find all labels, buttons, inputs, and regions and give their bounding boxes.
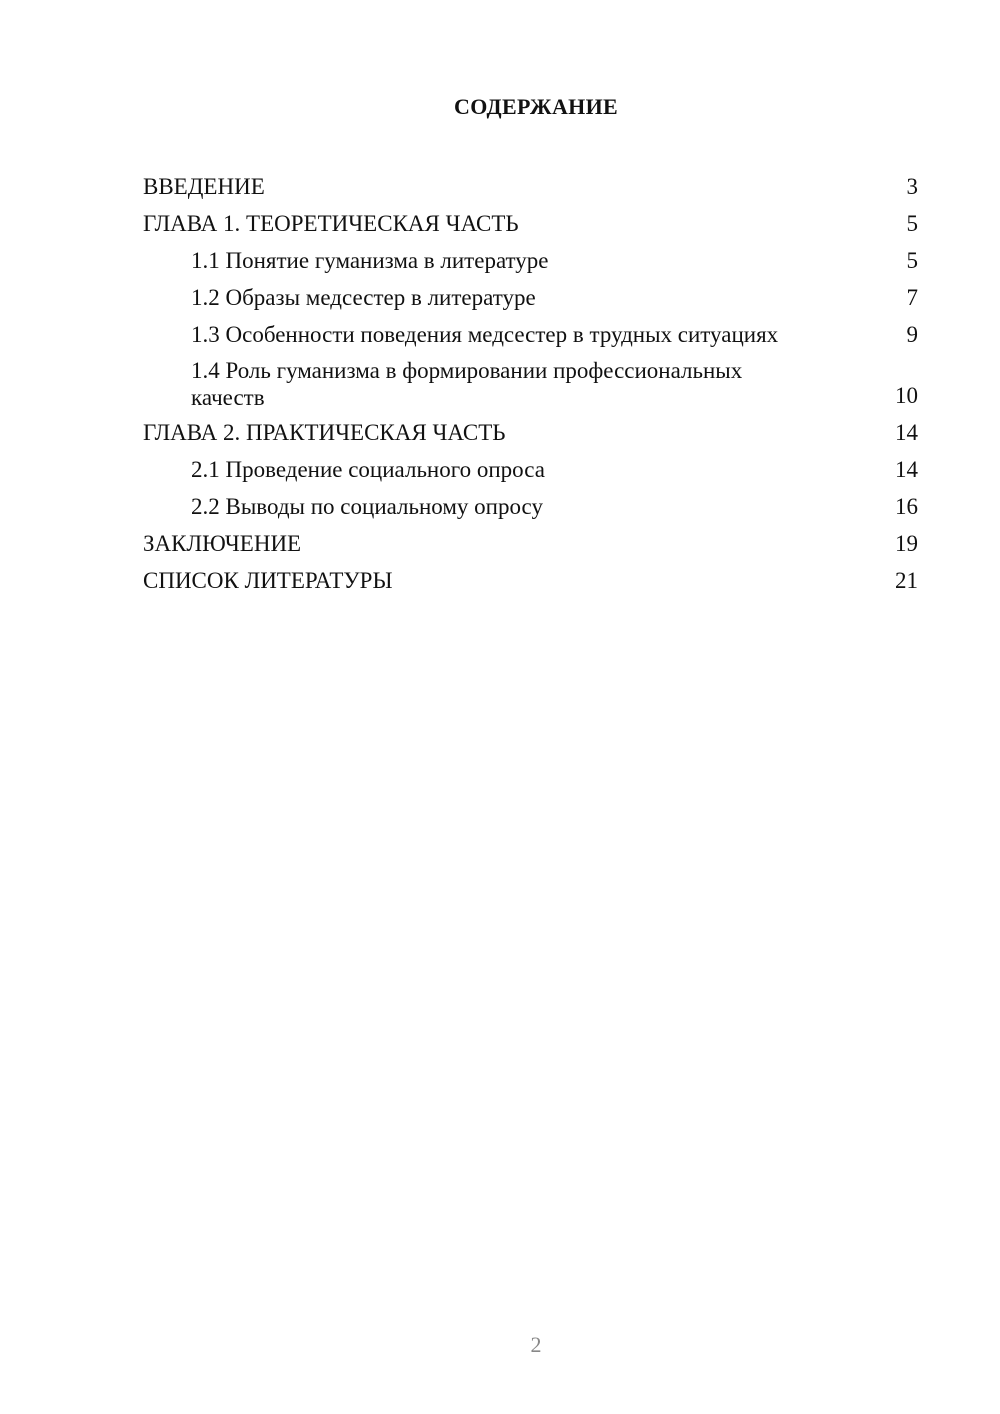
toc-entry-label: 1.4 Роль гуманизма в формировании профессиональных качеств bbox=[191, 358, 743, 410]
toc-entry-page: 10 bbox=[895, 383, 918, 408]
toc-entry-references[interactable] bbox=[143, 562, 918, 599]
page-number: 2 bbox=[530, 1332, 542, 1357]
toc-entry-conclusion[interactable] bbox=[143, 525, 918, 562]
table-of-contents bbox=[143, 168, 918, 599]
toc-entry-label: 1.2 Образы медсестер в литературе bbox=[191, 285, 536, 310]
toc-entry-section-2-2[interactable] bbox=[143, 488, 918, 525]
toc-entry-label: ВВЕДЕНИЕ bbox=[143, 174, 265, 199]
toc-entry-section-1-3[interactable] bbox=[143, 316, 918, 353]
toc-entry-page: 21 bbox=[895, 568, 918, 593]
toc-entry-chapter-1[interactable] bbox=[143, 205, 918, 242]
toc-title: СОДЕРЖАНИЕ bbox=[454, 94, 618, 119]
toc-entry-page: 16 bbox=[895, 494, 918, 519]
toc-entry-page: 14 bbox=[895, 420, 918, 445]
toc-entry-page: 9 bbox=[906, 322, 918, 347]
toc-entry-page: 5 bbox=[906, 211, 918, 236]
toc-entry-page: 5 bbox=[906, 248, 918, 273]
toc-entry-chapter-2[interactable] bbox=[143, 414, 918, 451]
toc-entry-page: 7 bbox=[906, 285, 918, 310]
toc-entry-section-1-4[interactable] bbox=[143, 353, 918, 414]
toc-entry-label: 2.1 Проведение социального опроса bbox=[191, 457, 545, 482]
toc-entry-page: 19 bbox=[895, 531, 918, 556]
toc-entry-label: ЗАКЛЮЧЕНИЕ bbox=[143, 531, 302, 556]
toc-entry-label: 1.3 Особенности поведения медсестер в трудных ситуациях bbox=[191, 322, 779, 347]
toc-entry-page: 14 bbox=[895, 457, 918, 482]
toc-entry-label: 1.1 Понятие гуманизма в литературе bbox=[191, 248, 549, 273]
toc-entry-label: 2.2 Выводы по социальному опросу bbox=[191, 494, 543, 519]
toc-entry-page: 3 bbox=[906, 174, 918, 199]
toc-entry-section-1-2[interactable] bbox=[143, 279, 918, 316]
toc-entry-label: ГЛАВА 2. ПРАКТИЧЕСКАЯ ЧАСТЬ bbox=[143, 420, 506, 445]
toc-entry-section-2-1[interactable] bbox=[143, 451, 918, 488]
toc-entry-label: ГЛАВА 1. ТЕОРЕТИЧЕСКАЯ ЧАСТЬ bbox=[143, 211, 519, 236]
toc-entry-section-1-1[interactable] bbox=[143, 242, 918, 279]
toc-entry-label: СПИСОК ЛИТЕРАТУРЫ bbox=[143, 568, 393, 593]
toc-entry-introduction[interactable] bbox=[143, 168, 918, 205]
